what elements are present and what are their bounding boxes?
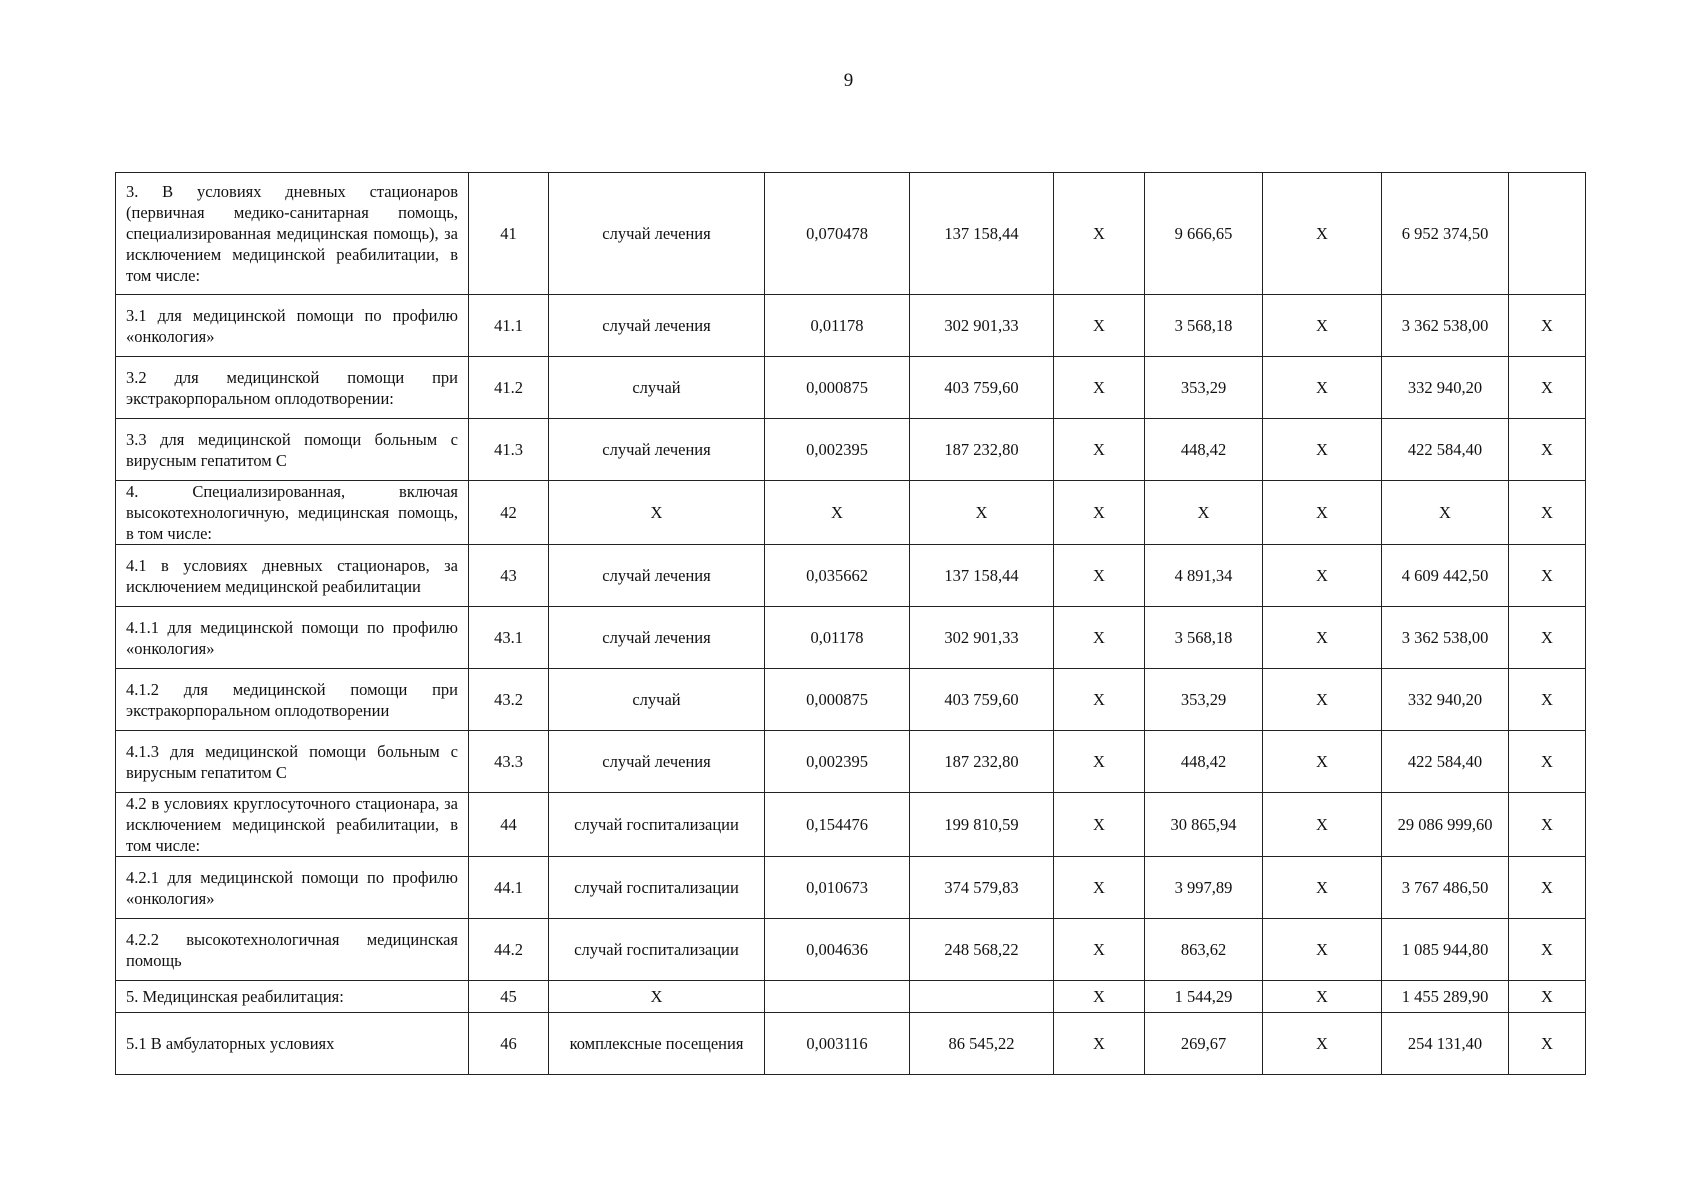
row-cost: 187 232,80: [910, 419, 1054, 481]
row-name: 5. Медицинская реабилитация:: [116, 981, 469, 1013]
row-total: 4 609 442,50: [1382, 545, 1509, 607]
row-code: 44: [469, 793, 549, 857]
row-per-capita: 30 865,94: [1145, 793, 1263, 857]
row-per-capita: 863,62: [1145, 919, 1263, 981]
row-unit: случай лечения: [549, 545, 765, 607]
row-volume: 0,000875: [765, 669, 910, 731]
row-cost: 86 545,22: [910, 1013, 1054, 1075]
row-col8: Х: [1263, 545, 1382, 607]
table-row: [116, 173, 1586, 295]
table-row: [116, 295, 1586, 357]
table-row: [116, 919, 1586, 981]
row-col8: Х: [1263, 669, 1382, 731]
row-volume: 0,000875: [765, 357, 910, 419]
table-row: [116, 419, 1586, 481]
row-code: 46: [469, 1013, 549, 1075]
table-row: [116, 857, 1586, 919]
row-cost: Х: [910, 481, 1054, 545]
row-col8: Х: [1263, 731, 1382, 793]
row-per-capita: 269,67: [1145, 1013, 1263, 1075]
row-total: 3 767 486,50: [1382, 857, 1509, 919]
row-col6: Х: [1054, 919, 1145, 981]
row-col6: Х: [1054, 669, 1145, 731]
row-per-capita: 353,29: [1145, 669, 1263, 731]
row-per-capita: 3 568,18: [1145, 295, 1263, 357]
row-col10: Х: [1509, 857, 1586, 919]
row-col10: Х: [1509, 981, 1586, 1013]
row-col10: Х: [1509, 919, 1586, 981]
row-code: 41: [469, 173, 549, 295]
row-unit: комплексные посещения: [549, 1013, 765, 1075]
row-name: 4.1.2 для медицинской помощи при экстракорпоральном оплодотворении: [116, 669, 469, 731]
row-volume: 0,154476: [765, 793, 910, 857]
row-col6: Х: [1054, 173, 1145, 295]
page-number: 9: [843, 70, 854, 91]
row-name: 3. В условиях дневных стационаров (первичная медико-санитарная помощь, специализированная медицинская помощь), за исключением медицинской реабилитации, в том числе:: [116, 173, 469, 295]
row-unit: случай: [549, 669, 765, 731]
row-col6: Х: [1054, 857, 1145, 919]
row-col10: [1509, 173, 1586, 295]
row-code: 41.3: [469, 419, 549, 481]
row-name: 4.1 в условиях дневных стационаров, за исключением медицинской реабилитации: [116, 545, 469, 607]
row-volume: 0,070478: [765, 173, 910, 295]
row-col6: Х: [1054, 981, 1145, 1013]
row-unit: случай госпитализации: [549, 793, 765, 857]
row-code: 42: [469, 481, 549, 545]
table-row: [116, 357, 1586, 419]
row-name: 4.2 в условиях круглосуточного стационара, за исключением медицинской реабилитации, в том числе:: [116, 793, 469, 857]
row-col8: Х: [1263, 607, 1382, 669]
row-code: 44.1: [469, 857, 549, 919]
row-per-capita: 1 544,29: [1145, 981, 1263, 1013]
row-col6: Х: [1054, 357, 1145, 419]
row-volume: 0,002395: [765, 419, 910, 481]
row-col8: Х: [1263, 419, 1382, 481]
row-code: 43.1: [469, 607, 549, 669]
table-row: [116, 1013, 1586, 1075]
row-unit: случай госпитализации: [549, 857, 765, 919]
row-unit: случай лечения: [549, 607, 765, 669]
row-per-capita: 3 568,18: [1145, 607, 1263, 669]
row-volume: 0,035662: [765, 545, 910, 607]
row-col6: Х: [1054, 731, 1145, 793]
row-col8: Х: [1263, 793, 1382, 857]
row-code: 41.1: [469, 295, 549, 357]
row-code: 43.2: [469, 669, 549, 731]
row-name: 4.2.1 для медицинской помощи по профилю «онкология»: [116, 857, 469, 919]
row-cost: 137 158,44: [910, 173, 1054, 295]
table-row: [116, 545, 1586, 607]
volume-cost-table: [115, 172, 1586, 1075]
row-col10: Х: [1509, 607, 1586, 669]
row-total: 1 455 289,90: [1382, 981, 1509, 1013]
row-col6: Х: [1054, 419, 1145, 481]
row-col10: Х: [1509, 295, 1586, 357]
row-code: 43: [469, 545, 549, 607]
row-per-capita: 448,42: [1145, 731, 1263, 793]
row-total: 422 584,40: [1382, 419, 1509, 481]
row-total: Х: [1382, 481, 1509, 545]
row-cost: 248 568,22: [910, 919, 1054, 981]
row-name: 4.2.2 высокотехнологичная медицинская помощь: [116, 919, 469, 981]
row-total: 3 362 538,00: [1382, 607, 1509, 669]
row-total: 254 131,40: [1382, 1013, 1509, 1075]
row-name: 3.1 для медицинской помощи по профилю «онкология»: [116, 295, 469, 357]
row-unit: Х: [549, 481, 765, 545]
row-cost: 199 810,59: [910, 793, 1054, 857]
row-unit: случай лечения: [549, 295, 765, 357]
row-name: 4.1.1 для медицинской помощи по профилю «онкология»: [116, 607, 469, 669]
table-row: [116, 981, 1586, 1013]
row-cost: 302 901,33: [910, 607, 1054, 669]
row-col10: Х: [1509, 731, 1586, 793]
row-col10: Х: [1509, 545, 1586, 607]
row-col6: Х: [1054, 545, 1145, 607]
row-unit: случай лечения: [549, 173, 765, 295]
row-col10: Х: [1509, 793, 1586, 857]
row-per-capita: 3 997,89: [1145, 857, 1263, 919]
row-cost: 403 759,60: [910, 669, 1054, 731]
row-name: 5.1 В амбулаторных условиях: [116, 1013, 469, 1075]
row-volume: 0,004636: [765, 919, 910, 981]
row-total: 3 362 538,00: [1382, 295, 1509, 357]
row-code: 45: [469, 981, 549, 1013]
row-cost: 302 901,33: [910, 295, 1054, 357]
row-per-capita: Х: [1145, 481, 1263, 545]
row-col8: Х: [1263, 173, 1382, 295]
row-volume: 0,010673: [765, 857, 910, 919]
row-col8: Х: [1263, 857, 1382, 919]
row-cost: 403 759,60: [910, 357, 1054, 419]
row-col8: Х: [1263, 481, 1382, 545]
row-col8: Х: [1263, 919, 1382, 981]
row-col10: Х: [1509, 481, 1586, 545]
row-col10: Х: [1509, 669, 1586, 731]
row-cost: [910, 981, 1054, 1013]
row-col8: Х: [1263, 357, 1382, 419]
row-name: 3.3 для медицинской помощи больным с вирусным гепатитом С: [116, 419, 469, 481]
row-volume: 0,01178: [765, 607, 910, 669]
row-col10: Х: [1509, 357, 1586, 419]
row-cost: 374 579,83: [910, 857, 1054, 919]
row-code: 41.2: [469, 357, 549, 419]
row-unit: случай: [549, 357, 765, 419]
row-col6: Х: [1054, 607, 1145, 669]
row-col6: Х: [1054, 295, 1145, 357]
row-unit: случай лечения: [549, 731, 765, 793]
row-cost: 137 158,44: [910, 545, 1054, 607]
table-row: [116, 607, 1586, 669]
row-per-capita: 4 891,34: [1145, 545, 1263, 607]
row-unit: случай лечения: [549, 419, 765, 481]
row-name: 4.1.3 для медицинской помощи больным с вирусным гепатитом С: [116, 731, 469, 793]
row-total: 422 584,40: [1382, 731, 1509, 793]
table-row: [116, 793, 1586, 857]
row-code: 43.3: [469, 731, 549, 793]
row-volume: 0,002395: [765, 731, 910, 793]
row-col6: Х: [1054, 481, 1145, 545]
row-col10: Х: [1509, 419, 1586, 481]
table-row: [116, 669, 1586, 731]
row-volume: [765, 981, 910, 1013]
row-unit: Х: [549, 981, 765, 1013]
row-cost: 187 232,80: [910, 731, 1054, 793]
row-col10: Х: [1509, 1013, 1586, 1075]
row-total: 6 952 374,50: [1382, 173, 1509, 295]
row-per-capita: 9 666,65: [1145, 173, 1263, 295]
row-col8: Х: [1263, 295, 1382, 357]
row-unit: случай госпитализации: [549, 919, 765, 981]
row-name: 3.2 для медицинской помощи при экстракорпоральном оплодотворении:: [116, 357, 469, 419]
row-per-capita: 448,42: [1145, 419, 1263, 481]
row-code: 44.2: [469, 919, 549, 981]
row-col6: Х: [1054, 793, 1145, 857]
row-total: 332 940,20: [1382, 669, 1509, 731]
row-volume: 0,003116: [765, 1013, 910, 1075]
row-col8: Х: [1263, 981, 1382, 1013]
row-total: 29 086 999,60: [1382, 793, 1509, 857]
row-per-capita: 353,29: [1145, 357, 1263, 419]
row-col8: Х: [1263, 1013, 1382, 1075]
table-row: [116, 731, 1586, 793]
row-name: 4. Специализированная, включая высокотехнологичную, медицинская помощь, в том числе:: [116, 481, 469, 545]
row-volume: 0,01178: [765, 295, 910, 357]
row-col6: Х: [1054, 1013, 1145, 1075]
row-total: 1 085 944,80: [1382, 919, 1509, 981]
row-total: 332 940,20: [1382, 357, 1509, 419]
table-row: [116, 481, 1586, 545]
row-volume: Х: [765, 481, 910, 545]
